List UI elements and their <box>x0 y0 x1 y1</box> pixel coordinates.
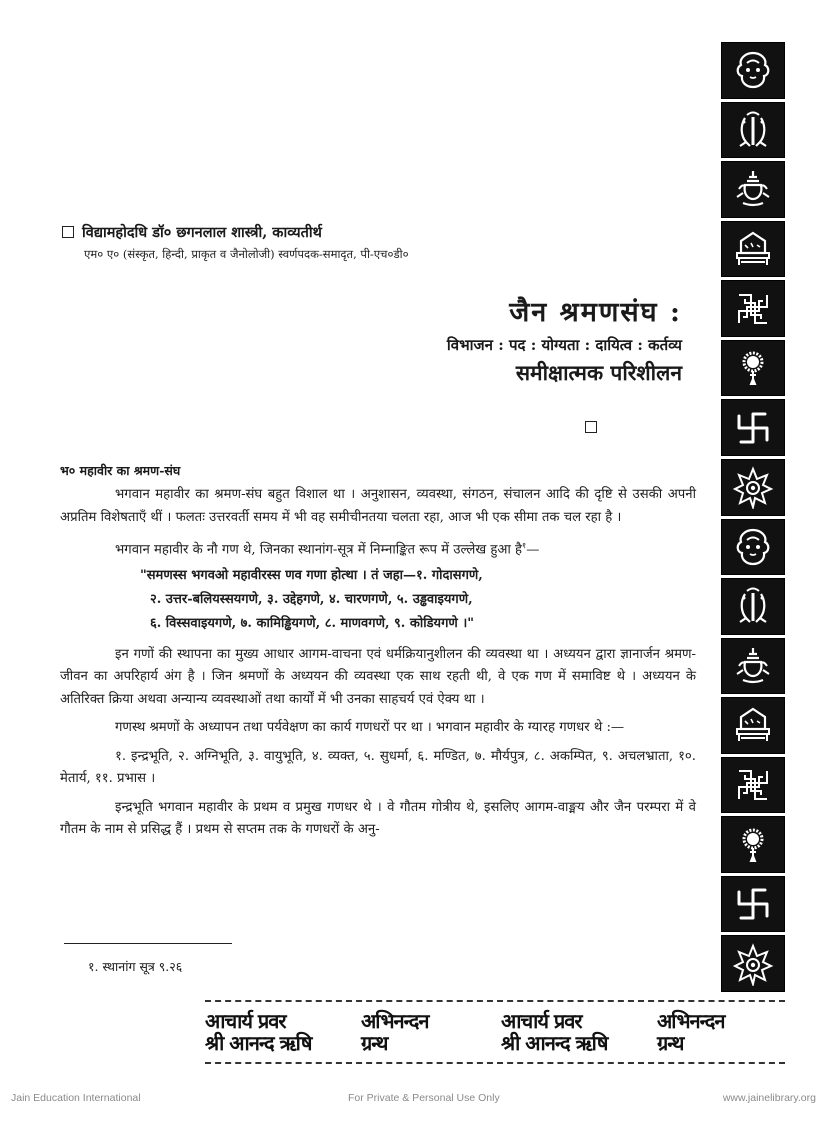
kalash-icon <box>721 638 785 695</box>
nandyavarta-icon <box>721 757 785 814</box>
footer-publisher: Jain Education International <box>11 1092 141 1104</box>
section-heading: भ० महावीर का श्रमण-संघ <box>60 463 181 478</box>
quote-line: ६. विस्सवाइयगणे, ७. कामिड्ढियगणे, ८. माणवगणे, ९. कोडियगणे ।" <box>150 615 475 631</box>
banner-text: श्री आनन्द ऋषि <box>205 1031 312 1055</box>
mirror-face-icon <box>721 42 785 99</box>
footer-website-link[interactable]: www.jainelibrary.org <box>722 1092 816 1104</box>
banner-text: अभिनन्दन <box>361 1009 429 1033</box>
banner-unit <box>205 1004 501 1060</box>
throne-icon <box>721 221 785 278</box>
banner-unit <box>501 1004 797 1060</box>
kalash-icon <box>721 161 785 218</box>
fish-pair-icon <box>721 578 785 635</box>
swastika-icon <box>721 399 785 456</box>
bullet-square-icon <box>62 226 74 238</box>
fish-pair-icon <box>721 102 785 159</box>
article-title: जैन श्रमणसंघ : <box>509 297 682 328</box>
star-icon <box>721 935 785 992</box>
quote-block <box>60 564 696 636</box>
banner-text: आचार्य प्रवर <box>501 1009 582 1033</box>
footnote: १. स्थानांग सूत्र ९.२६ <box>88 959 183 974</box>
paragraph: इन्द्रभूति भगवान महावीर के प्रथम व प्रमुख गणधर थे । वे गौतम गोत्रीय थे, इसलिए आगम-वाङ्मय और जैन परम्परा में वे गौतम के नाम से प्रसिद्ध हैं । प्रथम से सप्तम तक के गणधरों के अनु- <box>60 799 696 838</box>
paragraph: गणस्थ श्रमणों के अध्यापन तथा पर्यवेक्षण का कार्य गणधरों पर था । भगवान महावीर के ग्यारह गणधर थे :— <box>115 720 625 736</box>
abhinandan-granth-banner <box>205 1000 785 1064</box>
article-subtitle: विभाजन : पद : योग्यता : दायित्व : कर्तव्य <box>446 336 682 354</box>
paragraph: भगवान महावीर का श्रमण-संघ बहुत विशाल था । अनुशासन, व्यवस्था, संगठन, संचालन आदि की दृष्टि से उसकी अपनी अप्रतिम विशेषताएँ थीं । फलतः उत्तरवर्ती समय में भी वह समीचीनतया चलता रहा, आज भी एक सीमा तक चल रहा है । <box>60 487 696 525</box>
throne-icon <box>721 697 785 754</box>
footnote-divider <box>64 943 232 944</box>
banner-text: श्री आनन्द ऋषि <box>501 1031 608 1055</box>
page-footer <box>0 1092 828 1106</box>
footnote-ref: १ <box>522 541 527 550</box>
mirror-face-icon <box>721 519 785 576</box>
vardhamanak-icon <box>721 340 785 397</box>
article-body <box>60 484 696 848</box>
dash: — <box>526 542 540 558</box>
quote-line: "समणस्स भगवओ महावीरस्स णव गणा होत्था । तं जहा—१. गोदासगणे, <box>140 567 483 583</box>
paragraph <box>60 535 696 562</box>
banner-text: अभिनन्दन <box>657 1009 725 1033</box>
article-subtitle-2: समीक्षात्मक परिशीलन <box>515 360 682 385</box>
article-title-block <box>447 292 682 387</box>
banner-text: ग्रन्थ <box>657 1031 684 1055</box>
quote-line: २. उत्तर-बलियस्सयगणे, ३. उद्देहगणे, ४. चारणगणे, ५. उड्ढवाइयगणे, <box>150 591 473 607</box>
banner-text: आचार्य प्रवर <box>205 1009 286 1033</box>
section-square-icon <box>585 421 597 433</box>
ashtamangala-border <box>721 42 785 992</box>
paragraph-text: भगवान महावीर के नौ गण थे, जिनका स्थानांग-सूत्र में निम्नाङ्कित रूप में उल्लेख हुआ है <box>115 542 523 558</box>
banner-text: ग्रन्थ <box>361 1031 388 1055</box>
swastika-icon <box>721 876 785 933</box>
nandyavarta-icon <box>721 280 785 337</box>
paragraph: इन गणों की स्थापना का मुख्य आधार आगम-वाचना एवं धर्मक्रियानुशीलन की व्यवस्था था । अध्ययन द्वारा ज्ञानार्जन श्रमण-जीवन का अपरिहार्य अंग है । जिन श्रमणों के अध्ययन की व्यवस्था एक साथ रहती थी, वे एक गण में समाविष्ट थे । अध्ययन के अतिरिक्त क्रिया अथवा अन्यान्य व्यवस्थाओं तथा कार्यों में भी उनका साहचर्य एवं ऐक्य था । <box>60 646 696 707</box>
star-icon <box>721 459 785 516</box>
vardhamanak-icon <box>721 816 785 873</box>
author-name: विद्यामहोदधि डॉ० छगनलाल शास्त्री, काव्यतीर्थ <box>82 224 322 241</box>
author-block <box>62 222 322 242</box>
author-degrees: एम० ए० (संस्कृत, हिन्दी, प्राकृत व जैनोलोजी) स्वर्णपदक-समादृत, पी-एच०डी० <box>84 247 409 261</box>
ganadhar-list: १. इन्द्रभूति, २. अग्निभूति, ३. वायुभूति, ४. व्यक्त, ५. सुधर्मा, ६. मण्डित, ७. मौर्यपुत्र, ८. अकम्पित, ९. अचलभ्राता, १०. मेतार्य, ११. प्रभास । <box>60 748 696 787</box>
footer-usage-note: For Private & Personal Use Only <box>348 1092 500 1104</box>
